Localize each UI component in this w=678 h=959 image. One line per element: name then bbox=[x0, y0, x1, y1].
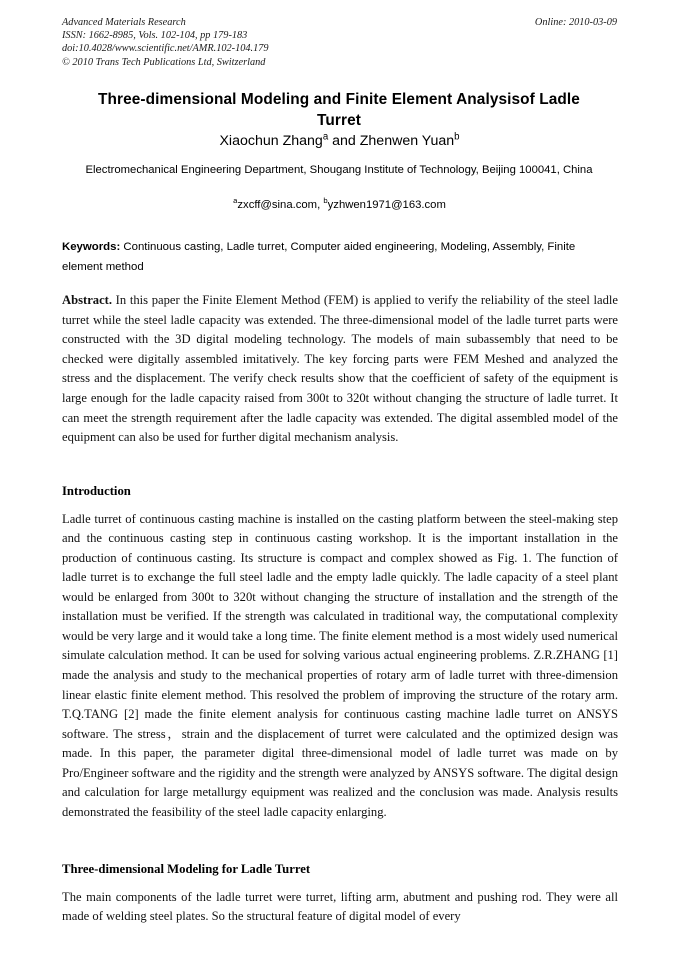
masthead-issn-line: ISSN: 1662-8985, Vols. 102-104, pp 179-183 bbox=[62, 30, 248, 42]
email-marker-1: a bbox=[233, 196, 238, 206]
keywords-text: Continuous casting, Ladle turret, Computer aided engineering, Modeling, Assembly, Finite element method bbox=[62, 241, 576, 273]
abstract-block bbox=[62, 291, 618, 448]
email-address-2: yzhwen1971@163.com bbox=[327, 199, 446, 211]
email-address-1: zxcff@sina.com, bbox=[237, 199, 324, 211]
email-marker-2: b bbox=[323, 196, 328, 206]
author-conjunction: and bbox=[328, 133, 360, 149]
author-list bbox=[62, 131, 617, 151]
masthead-copyright-line: © 2010 Trans Tech Publications Ltd, Switzerland bbox=[62, 56, 266, 68]
author-affil-marker-2: b bbox=[454, 131, 460, 143]
masthead-online-date: Online: 2010-03-09 bbox=[534, 17, 617, 28]
author-emails bbox=[62, 197, 617, 213]
journal-masthead bbox=[62, 16, 617, 69]
section-paragraph-introduction: Ladle turret of continuous casting machine is installed on the casting platform between the steel-making step and the continuous casting step in continuous casting workshop. It is the important installation in the production of continuous casting. Its structure is compact and complex showed as Fig. 1. The function of ladle turret is to exchange the full steel ladle and the empty ladle quickly. The ladle capacity of a steel plant would be enlarged from 300t to 320t without changing the structure of installation and the strength of the installation must be verified. If the strength was calculated in traditional way, the computational complexity would be very large and it would take a long time. The finite element method is a most widely used numerical simulate calculation method. It can be used for solving various actual engineering problems. Z.R.ZHANG [1] made the analysis and study to the mechanical properties of rotary arm of ladle turret with three-dimension linear elastic finite element method. This resolved the problem of improving the structure of the rotary arm. T.Q.TANG [2] made the finite element analysis for continuous casting machine ladle turret on ANSYS software. The stress，strain and the displacement of turret were calculated and the optimized design was made. In this paper, the parameter digital three-dimensional model of ladle turret was made on by Pro/Engineer software and the rigidity and the strength were analyzed by ANSYS software. The digital design and calculation for large metallurgy equipment was realized and the conclusion was made. Analysis results demonstrated the feasibility of the steel ladle capacity enlarging. bbox=[62, 511, 618, 819]
abstract-label: Abstract. bbox=[62, 293, 113, 307]
keywords-label: Keywords: bbox=[62, 241, 121, 253]
author-affiliation: Electromechanical Engineering Department, Shougang Institute of Technology, Beijing 100041, China bbox=[85, 164, 593, 176]
author-name-1: Xiaochun Zhang bbox=[219, 133, 323, 149]
keywords-block bbox=[62, 237, 618, 277]
abstract-text: In this paper the Finite Element Method (FEM) is applied to verify the reliability of the steel ladle turret while the steel ladle capacity was extended. The three-dimensional model of the ladle turret parts were constructed with the 3D digital modeling technology. The models of main subassembly that need to be checked were digitally assembled imitatively. The key forcing parts were FEM Meshed and analyzed the stress and the displacement. The verify check results show that the coefficient of safety of the equipment is large enough for the ladle capacity raised from 300t to 320t without changing the structure of ladle turret. It can meet the strength requirement after the ladle capacity was extended. The digital assembled model of the equipment can also be used for further digital mechanism analysis. bbox=[62, 293, 618, 445]
section-heading-modeling: Three-dimensional Modeling for Ladle Turret bbox=[62, 861, 311, 876]
section-paragraph-modeling: The main components of the ladle turret were turret, lifting arm, abutment and pushing rod. They were all made of welding steel plates. So the structural feature of digital model of every bbox=[62, 889, 618, 924]
paper-title: Three-dimensional Modeling and Finite Element Analysisof Ladle Turret bbox=[98, 91, 580, 130]
masthead-journal-name: Advanced Materials Research bbox=[62, 17, 186, 28]
author-name-2: Zhenwen Yuan bbox=[359, 133, 455, 149]
section-heading-introduction: Introduction bbox=[62, 483, 131, 498]
masthead-doi-line: doi:10.4028/www.scientific.net/AMR.102-104.179 bbox=[62, 43, 269, 55]
author-affil-marker-1: a bbox=[322, 131, 329, 143]
